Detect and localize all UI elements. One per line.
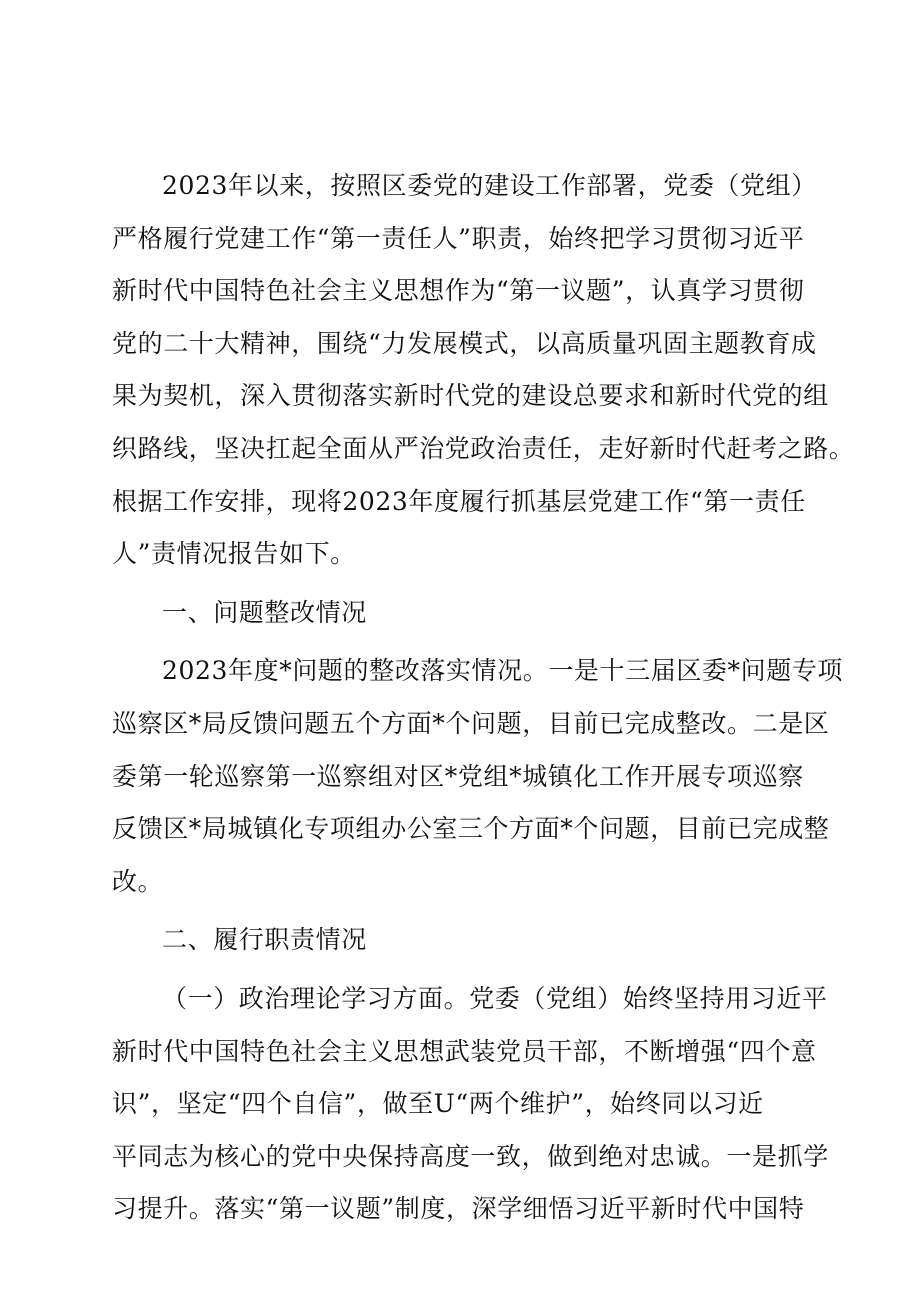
section2-line-1: （一）政治理论学习方面。党委（党组）始终坚持用习近平 [162,983,828,1013]
section1-line-2: 巡察区*局反馈问题五个方面*个问题，目前已完成整改。二是区 [112,708,830,738]
section2-line-3: 识”，坚定“四个自信”，做至U“两个维护”，始终同以习近 [112,1089,764,1119]
intro-line-7: 根据工作安排，现将2023年度履行抓基层党建工作“第一责任 [112,486,806,516]
intro-line-2: 严格履行党建工作“第一责任人”职责，始终把学习贯彻习近平 [112,223,805,253]
section1-line-5: 改。 [112,866,164,896]
section1-line-3: 委第一轮巡察第一巡察组对区*党组*城镇化工作开展专项巡察 [112,761,804,791]
section2-line-5: 习提升。落实“第一议题”制度，深学细悟习近平新时代中国特 [112,1194,805,1224]
intro-line-6: 织路线，坚决扛起全面从严治党政治责任，走好新时代赶考之路。 [112,433,855,463]
section2-line-2: 新时代中国特色社会主义思想武装党员干部，不断增强“四个意 [112,1036,817,1066]
intro-line-4: 党的二十大精神，围绕“力发展模式，以高质量巩固主题教育成 [112,328,817,358]
intro-line-5: 果为契机，深入贯彻落实新时代党的建设总要求和新时代党的组 [112,381,829,411]
section-heading-1: 一、问题整改情况 [162,597,367,627]
intro-line-8: 人”责情况报告如下。 [112,539,356,569]
section1-line-1: 2023年度*问题的整改落实情况。一是十三届区委*问题专项 [162,656,844,686]
document-body [112,160,855,1236]
section1-line-4: 反馈区*局城镇化专项组办公室三个方面*个问题，目前已完成整 [112,814,830,844]
intro-line-3: 新时代中国特色社会主义思想作为“第一议题”，认真学习贯彻 [112,276,805,306]
section2-line-4: 平同志为核心的党中央保持高度一致，做到绝对忠诚。一是抓学 [112,1141,829,1171]
intro-line-1: 2023年以来，按照区委党的建设工作部署，党委（党组） [162,171,817,200]
section-heading-2: 二、履行职责情况 [162,925,367,955]
